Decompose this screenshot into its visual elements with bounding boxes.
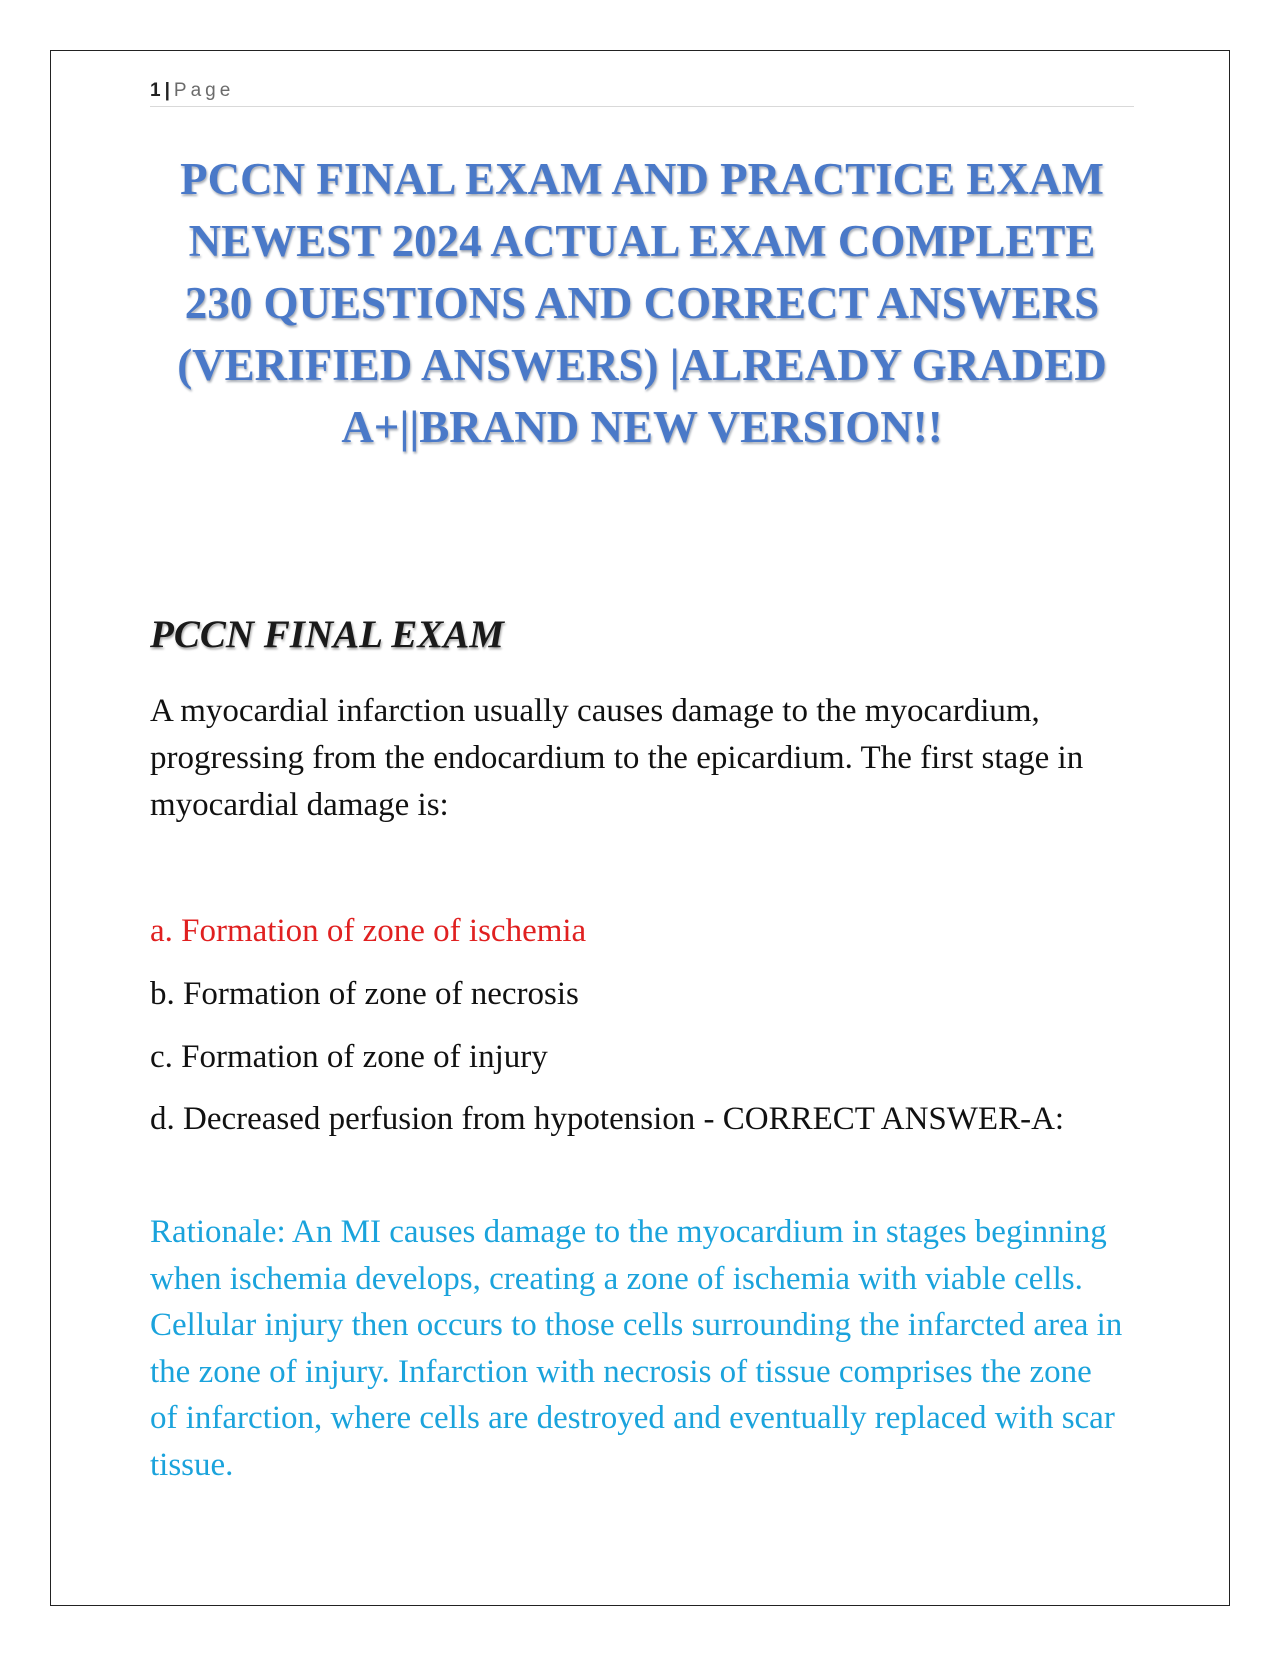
page-header bbox=[150, 80, 1134, 107]
document-title: PCCN FINAL EXAM AND PRACTICE EXAM NEWEST 2024 ACTUAL EXAM COMPLETE 230 QUESTIONS AND CORRECT ANSWERS (VERIFIED ANSWERS) |ALREADY GRADED A+||BRAND NEW VERSION!! bbox=[177, 154, 1107, 452]
option-c: c. Formation of zone of injury bbox=[150, 1039, 548, 1075]
option-a: a. Formation of zone of ischemia bbox=[150, 913, 587, 949]
section-title: PCCN FINAL EXAM bbox=[150, 613, 504, 656]
rationale-text: Rationale: An MI causes damage to the myocardium in stages beginning when ischemia develops, creating a zone of ischemia with viable cells. Cellular injury then occurs to those cells surrounding the infarcted area in the zone of injury. Infarction with necrosis of tissue comprises the zone of infarction, where cells are destroyed and eventually replaced with scar tissue. bbox=[150, 1214, 1123, 1483]
question-text: A myocardial infarction usually causes damage to the myocardium, progressing from the endocardium to the epicardium. The first stage in myocardial damage is: bbox=[150, 693, 1084, 823]
page-label: Page bbox=[173, 80, 235, 101]
option-b: b. Formation of zone of necrosis bbox=[150, 976, 579, 1012]
option-d: d. Decreased perfusion from hypotension - CORRECT ANSWER-A: bbox=[150, 1101, 1065, 1137]
page-separator: | bbox=[164, 80, 170, 101]
page-number: 1 bbox=[150, 80, 161, 101]
